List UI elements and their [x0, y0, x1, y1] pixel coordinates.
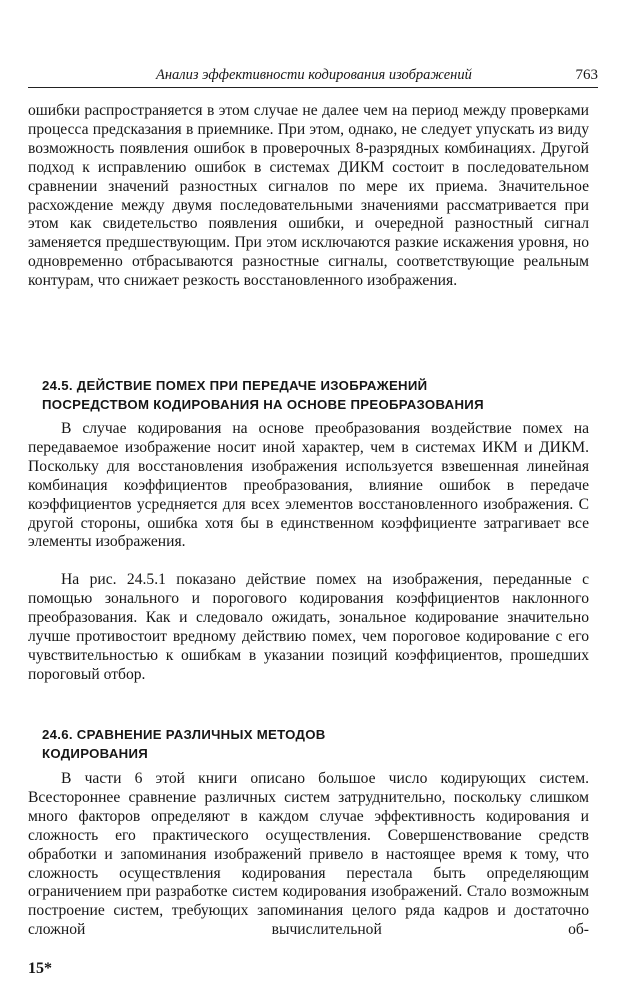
page-number: 763 — [575, 67, 598, 83]
section-heading-24-5-line2: ПОСРЕДСТВОМ КОДИРОВАНИЯ НА ОСНОВЕ ПРЕОБРАЗОВАНИЯ — [42, 397, 484, 412]
paragraph-2: В случае кодирования на основе преобразования воздействие помех на передаваемое изображение носит иной характер, чем в системах ИКМ и ДИКМ. Поскольку для восстановления изображения используется взвешенная линейная комбинация коэффициентов преобразования, влияние ошибок в передаче коэффициентов усредняется для всех элементов восстановленного изображения. С другой стороны, ошибка хотя бы в единственном коэффициенте затрагивает все элементы изображения. — [28, 420, 589, 551]
header-rule — [28, 87, 598, 88]
section-heading-24-5 — [42, 376, 602, 414]
section-heading-24-6-line1: 24.6. СРАВНЕНИЕ РАЗЛИЧНЫХ МЕТОДОВ — [42, 727, 326, 742]
paragraph-1: ошибки распространяется в этом случае не далее чем на период между проверками процесса предсказания в приемнике. При этом, однако, не следует упускать из виду возможность появления ошибок в проверочных 8-разрядных комбинациях. Другой подход к исправлению ошибок в системах ДИКМ состоит в последовательном сравнении значений разностных сигналов по мере их приема. Значительное расхождение между двумя последовательными значениями рассматривается при этом как свидетельство появления ошибки, и очередной разностный сигнал заменяется предшествующим. При этом исключаются разкие искажения уровня, но одновременно отбрасываются разностные сигналы, соответствующие реальным контурам, что снижает резкость восстановленного изображения. — [28, 102, 589, 290]
section-heading-24-6 — [42, 725, 602, 763]
section-heading-24-6-line2: КОДИРОВАНИЯ — [42, 746, 149, 761]
section-heading-24-5-line1: 24.5. ДЕЙСТВИЕ ПОМЕХ ПРИ ПЕРЕДАЧЕ ИЗОБРАЖЕНИЙ — [42, 378, 428, 393]
signature-mark: 15* — [28, 960, 52, 977]
running-head: Анализ эффективности кодирования изображений — [156, 67, 472, 83]
page-header — [28, 66, 598, 88]
paragraph-4: В части 6 этой книги описано большое число кодирующих систем. Всестороннее сравнение различных систем затруднительно, поскольку слишком много факторов определяют в каждом случае эффективность кодирования и сложность его практического осуществления. Совершенствование средств обработки и запоминания изображений привело в настоящее время к тому, что сложность осуществления кодирования перестала быть определяющим ограничением при разработке систем кодирования изображений. Стало возможным построение систем, требующих запоминания целого ряда кадров и достаточно сложной вычислительной об- — [28, 770, 589, 939]
paragraph-3: На рис. 24.5.1 показано действие помех на изображения, переданные с помощью зонального и порогового кодирования коэффициентов наклонного преобразования. Как и следовало ожидать, зональное кодирование значительно лучше противостоит вредному действию помех, чем пороговое кодирование с его чувствительностью к ошибкам в указании позиций коэффициентов, прошедших пороговый отбор. — [28, 571, 589, 683]
